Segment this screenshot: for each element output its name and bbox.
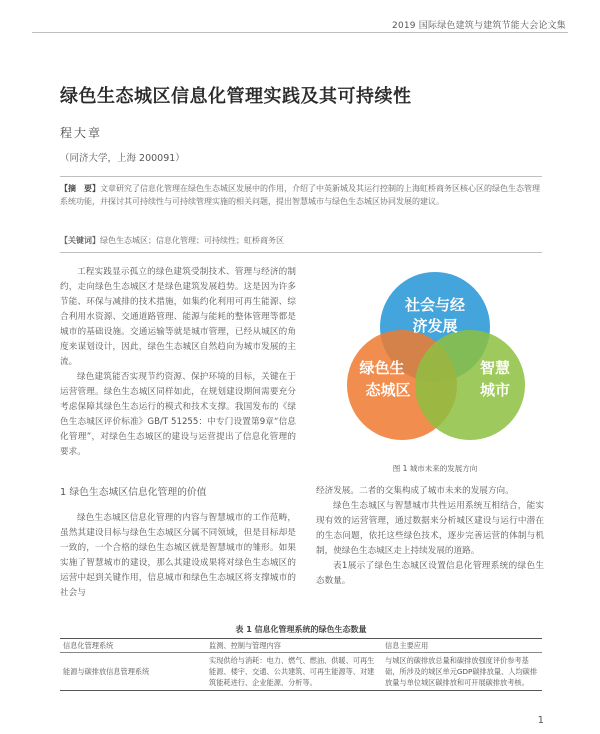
table-cell-system: 能源与碳排放信息管理系统 bbox=[60, 653, 206, 691]
section1-right-text bbox=[316, 484, 544, 589]
venn-label-smart-1: 智慧 bbox=[479, 359, 511, 377]
figure-1 bbox=[330, 265, 540, 475]
abstract-text: 文章研究了信息化管理在绿色生态城区发展中的作用，介绍了中英新城及其运行控制的上海虹桥商务区核心区的绿色生态管理系统功能，并探讨其可持续性与可持续管理实施的相关问题，提出智慧城市与绿色生态城区协同发展的建议。 bbox=[60, 184, 540, 206]
author-name: 程大章 bbox=[60, 126, 103, 140]
running-header: 2019 国际绿色建筑与建筑节能大会论文集 bbox=[392, 21, 566, 31]
table-caption: 表 1 信息化管理系统的绿色生态数量 bbox=[235, 625, 367, 634]
abstract bbox=[60, 183, 542, 208]
abstract-label: 【摘 要】 bbox=[60, 184, 100, 193]
venn-label-social-1: 社会与经 bbox=[404, 296, 466, 314]
venn-label-smart-2: 城市 bbox=[479, 381, 511, 399]
section1-left-text bbox=[60, 511, 296, 601]
section-heading: 1 绿色生态城区信息化管理的价值 bbox=[60, 487, 207, 498]
venn-diagram bbox=[330, 265, 540, 465]
venn-label-social-2: 济发展 bbox=[412, 317, 458, 335]
table-header-row bbox=[60, 639, 542, 653]
keywords-text: 绿色生态城区；信息化管理；可持续性；虹桥商务区 bbox=[100, 236, 284, 245]
page-number: 1 bbox=[537, 715, 544, 726]
paper-title: 绿色生态城区信息化管理实践及其可持续性 bbox=[60, 86, 412, 107]
intro-paragraph: 绿色建筑能否实现节约资源、保护环境的目标，关键在于运营管理。绿色生态城区同样如此，在规划建设期间需要充分考虑保障其绿色生态运行的模式和技术支撑。我国发布的《绿色生态城区评价标准》GB/T 51255：中专门设置第9章“信息化管理”，对绿色生态城区的建设与运营提出了信息化管理的要求。 bbox=[60, 372, 296, 457]
section1-paragraph: 经济发展。二者的交集构成了城市未来的发展方向。 bbox=[316, 486, 514, 496]
intro-text bbox=[60, 265, 296, 460]
table-header-cell: 信息化管理系统 bbox=[60, 639, 206, 653]
intro-paragraph: 工程实践显示孤立的绿色建筑受制技术、管理与经济的制约，走向绿色生态城区才是绿色建筑发展趋势。这是因为许多节能、环保与减排的技术措施，如集约化利用可再生能源、综合利用水资源、交通道路管理、能源与能耗的整体管理等都是城市的基础设施。交通运输等就是城市管理，已经从城区的角度来谋划设计，因此，绿色生态城区自然趋向为城市发展的主流。 bbox=[60, 267, 296, 367]
table-1 bbox=[60, 638, 542, 691]
abstract-top-rule bbox=[60, 176, 542, 177]
affiliation: （同济大学，上海 200091） bbox=[60, 153, 185, 164]
table-row bbox=[60, 653, 542, 691]
table-cell-use: 与城区的碳排放总量和碳排放强度评价参考基础，所涉及的城区单元GDP碳排放量、人均碳排放量与单位城区碳排放和可开展碳排放考核。 bbox=[382, 653, 542, 691]
venn-label-green-2: 态城区 bbox=[365, 381, 411, 399]
venn-label-green-1: 绿色生 bbox=[359, 359, 405, 377]
abstract-bottom-rule bbox=[60, 252, 542, 253]
section1-paragraph: 表1展示了绿色生态城区设置信息化管理系统的绿色生态数量。 bbox=[316, 561, 544, 586]
section1-paragraph: 绿色生态城区信息化管理的内容与智慧城市的工作范畴，虽然其建设目标与绿色生态城区分属不同领域，但是目标却是一致的，一个合格的绿色生态城区就是智慧城市的雏形。如果实施了智慧城市的建设，那么其建设成果将对绿色生态城区的运营中起到关键作用，信息城市和绿色生态城区将支撑城市的社会与 bbox=[60, 513, 296, 598]
keywords-label: 【关键词】 bbox=[60, 236, 100, 245]
figure-caption: 图 1 城市未来的发展方向 bbox=[392, 464, 478, 473]
keywords bbox=[60, 235, 542, 246]
table-cell-content: 实现供给与消耗：电力、燃气、燃油、供暖、可再生能源、楼宇、交通、公共建筑、可再生能源等、对建筑能耗进行、企业能源、分析等。 bbox=[206, 653, 382, 691]
table-header-cell: 信息主要应用 bbox=[382, 639, 542, 653]
table-header-cell: 监测、控制与管理内容 bbox=[206, 639, 382, 653]
section1-paragraph: 绿色生态城区与智慧城市共性运用系统互相结合，能实现有效的运营管理，通过数据来分析城区建设与运行中潜在的生态问题，依托这些绿色技术，逐步完善运营的体制与机制，使绿色生态城区走上持续发展的道路。 bbox=[316, 501, 544, 556]
header-rule bbox=[32, 32, 568, 33]
